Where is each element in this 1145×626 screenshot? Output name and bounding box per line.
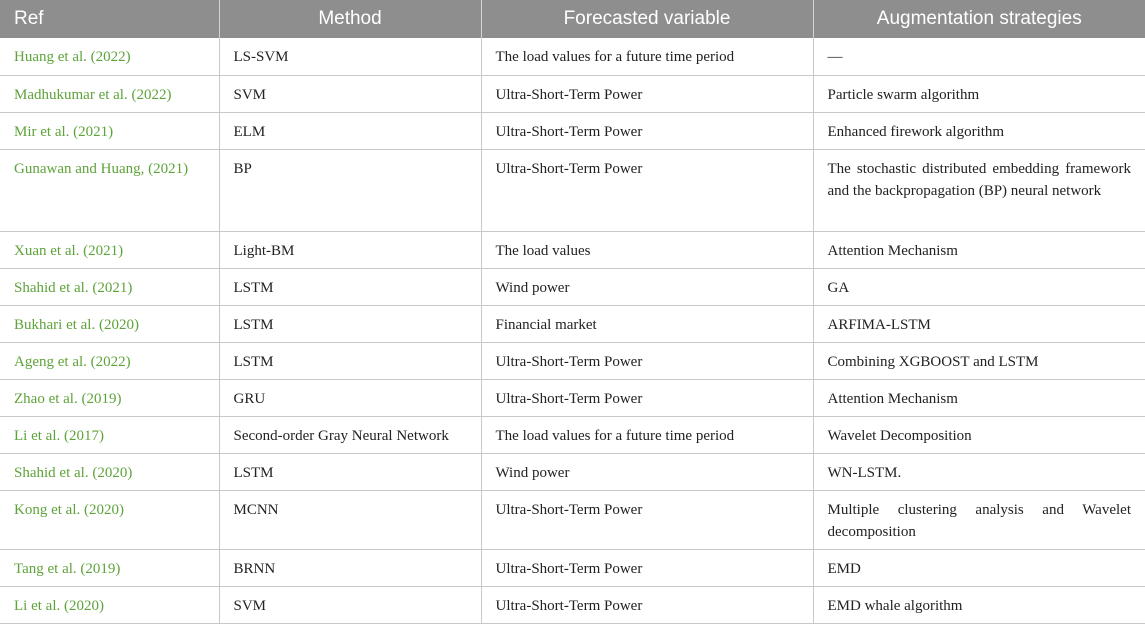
method-cell: BRNN: [219, 549, 481, 586]
ref-cell[interactable]: Bukhari et al. (2020): [0, 305, 219, 342]
method-cell: SVM: [219, 75, 481, 112]
ref-cell[interactable]: Xuan et al. (2021): [0, 231, 219, 268]
method-cell: LSTM: [219, 268, 481, 305]
strategy-cell: Particle swarm algorithm: [813, 75, 1145, 112]
strategy-cell: Multiple clustering analysis and Wavelet decomposition: [813, 490, 1145, 549]
ref-cell[interactable]: Gunawan and Huang, (2021): [0, 149, 219, 231]
ref-cell[interactable]: Tang et al. (2019): [0, 549, 219, 586]
method-cell: Light-BM: [219, 231, 481, 268]
method-cell: BP: [219, 149, 481, 231]
header-forecasted-variable: Forecasted variable: [481, 0, 813, 38]
strategy-cell: Wavelet Decomposition: [813, 416, 1145, 453]
ref-cell[interactable]: Madhukumar et al. (2022): [0, 75, 219, 112]
method-cell: LSTM: [219, 305, 481, 342]
header-augmentation-strategies: Augmentation strategies: [813, 0, 1145, 38]
method-cell: LS-SVM: [219, 38, 481, 75]
variable-cell: Ultra-Short-Term Power: [481, 112, 813, 149]
method-cell: LSTM: [219, 453, 481, 490]
strategy-cell: GA: [813, 268, 1145, 305]
ref-cell[interactable]: Shahid et al. (2021): [0, 268, 219, 305]
ref-cell[interactable]: Ageng et al. (2022): [0, 342, 219, 379]
table-row: [0, 379, 1145, 416]
table-row: [0, 75, 1145, 112]
header-row: [0, 0, 1145, 38]
variable-cell: Ultra-Short-Term Power: [481, 586, 813, 623]
ref-cell[interactable]: Li et al. (2017): [0, 416, 219, 453]
table-row: [0, 453, 1145, 490]
ref-cell[interactable]: Huang et al. (2022): [0, 38, 219, 75]
variable-cell: Wind power: [481, 268, 813, 305]
table-row: [0, 112, 1145, 149]
method-cell: ELM: [219, 112, 481, 149]
strategy-cell: Attention Mechanism: [813, 231, 1145, 268]
strategy-cell: Combining XGBOOST and LSTM: [813, 342, 1145, 379]
variable-cell: Wind power: [481, 453, 813, 490]
variable-cell: The load values for a future time period: [481, 416, 813, 453]
variable-cell: Ultra-Short-Term Power: [481, 379, 813, 416]
strategy-cell: Attention Mechanism: [813, 379, 1145, 416]
variable-cell: Ultra-Short-Term Power: [481, 149, 813, 231]
table-row: [0, 342, 1145, 379]
variable-cell: The load values for a future time period: [481, 38, 813, 75]
table-row: [0, 490, 1145, 549]
method-cell: Second-order Gray Neural Network: [219, 416, 481, 453]
ref-cell[interactable]: Li et al. (2020): [0, 586, 219, 623]
ref-cell[interactable]: Kong et al. (2020): [0, 490, 219, 549]
method-cell: LSTM: [219, 342, 481, 379]
method-cell: GRU: [219, 379, 481, 416]
table-row: [0, 268, 1145, 305]
strategy-cell: EMD whale algorithm: [813, 586, 1145, 623]
strategy-cell: WN-LSTM.: [813, 453, 1145, 490]
method-cell: SVM: [219, 586, 481, 623]
table-body: [0, 38, 1145, 623]
strategy-cell: EMD: [813, 549, 1145, 586]
table-header: [0, 0, 1145, 38]
table-row: [0, 416, 1145, 453]
table-row: [0, 149, 1145, 231]
variable-cell: Ultra-Short-Term Power: [481, 490, 813, 549]
header-ref: Ref: [0, 0, 219, 38]
table-row: [0, 38, 1145, 75]
strategy-cell: Enhanced firework algorithm: [813, 112, 1145, 149]
table-row: [0, 549, 1145, 586]
variable-cell: Ultra-Short-Term Power: [481, 342, 813, 379]
table-row: [0, 586, 1145, 623]
variable-cell: The load values: [481, 231, 813, 268]
variable-cell: Ultra-Short-Term Power: [481, 549, 813, 586]
strategy-cell: The stochastic distributed embedding framework and the backpropagation (BP) neural network: [813, 149, 1145, 231]
strategy-cell: ARFIMA-LSTM: [813, 305, 1145, 342]
table-row: [0, 305, 1145, 342]
table-row: [0, 231, 1145, 268]
strategy-cell: —: [813, 38, 1145, 75]
method-cell: MCNN: [219, 490, 481, 549]
variable-cell: Financial market: [481, 305, 813, 342]
header-method: Method: [219, 0, 481, 38]
variable-cell: Ultra-Short-Term Power: [481, 75, 813, 112]
ref-cell[interactable]: Zhao et al. (2019): [0, 379, 219, 416]
ref-cell[interactable]: Shahid et al. (2020): [0, 453, 219, 490]
ref-cell[interactable]: Mir et al. (2021): [0, 112, 219, 149]
